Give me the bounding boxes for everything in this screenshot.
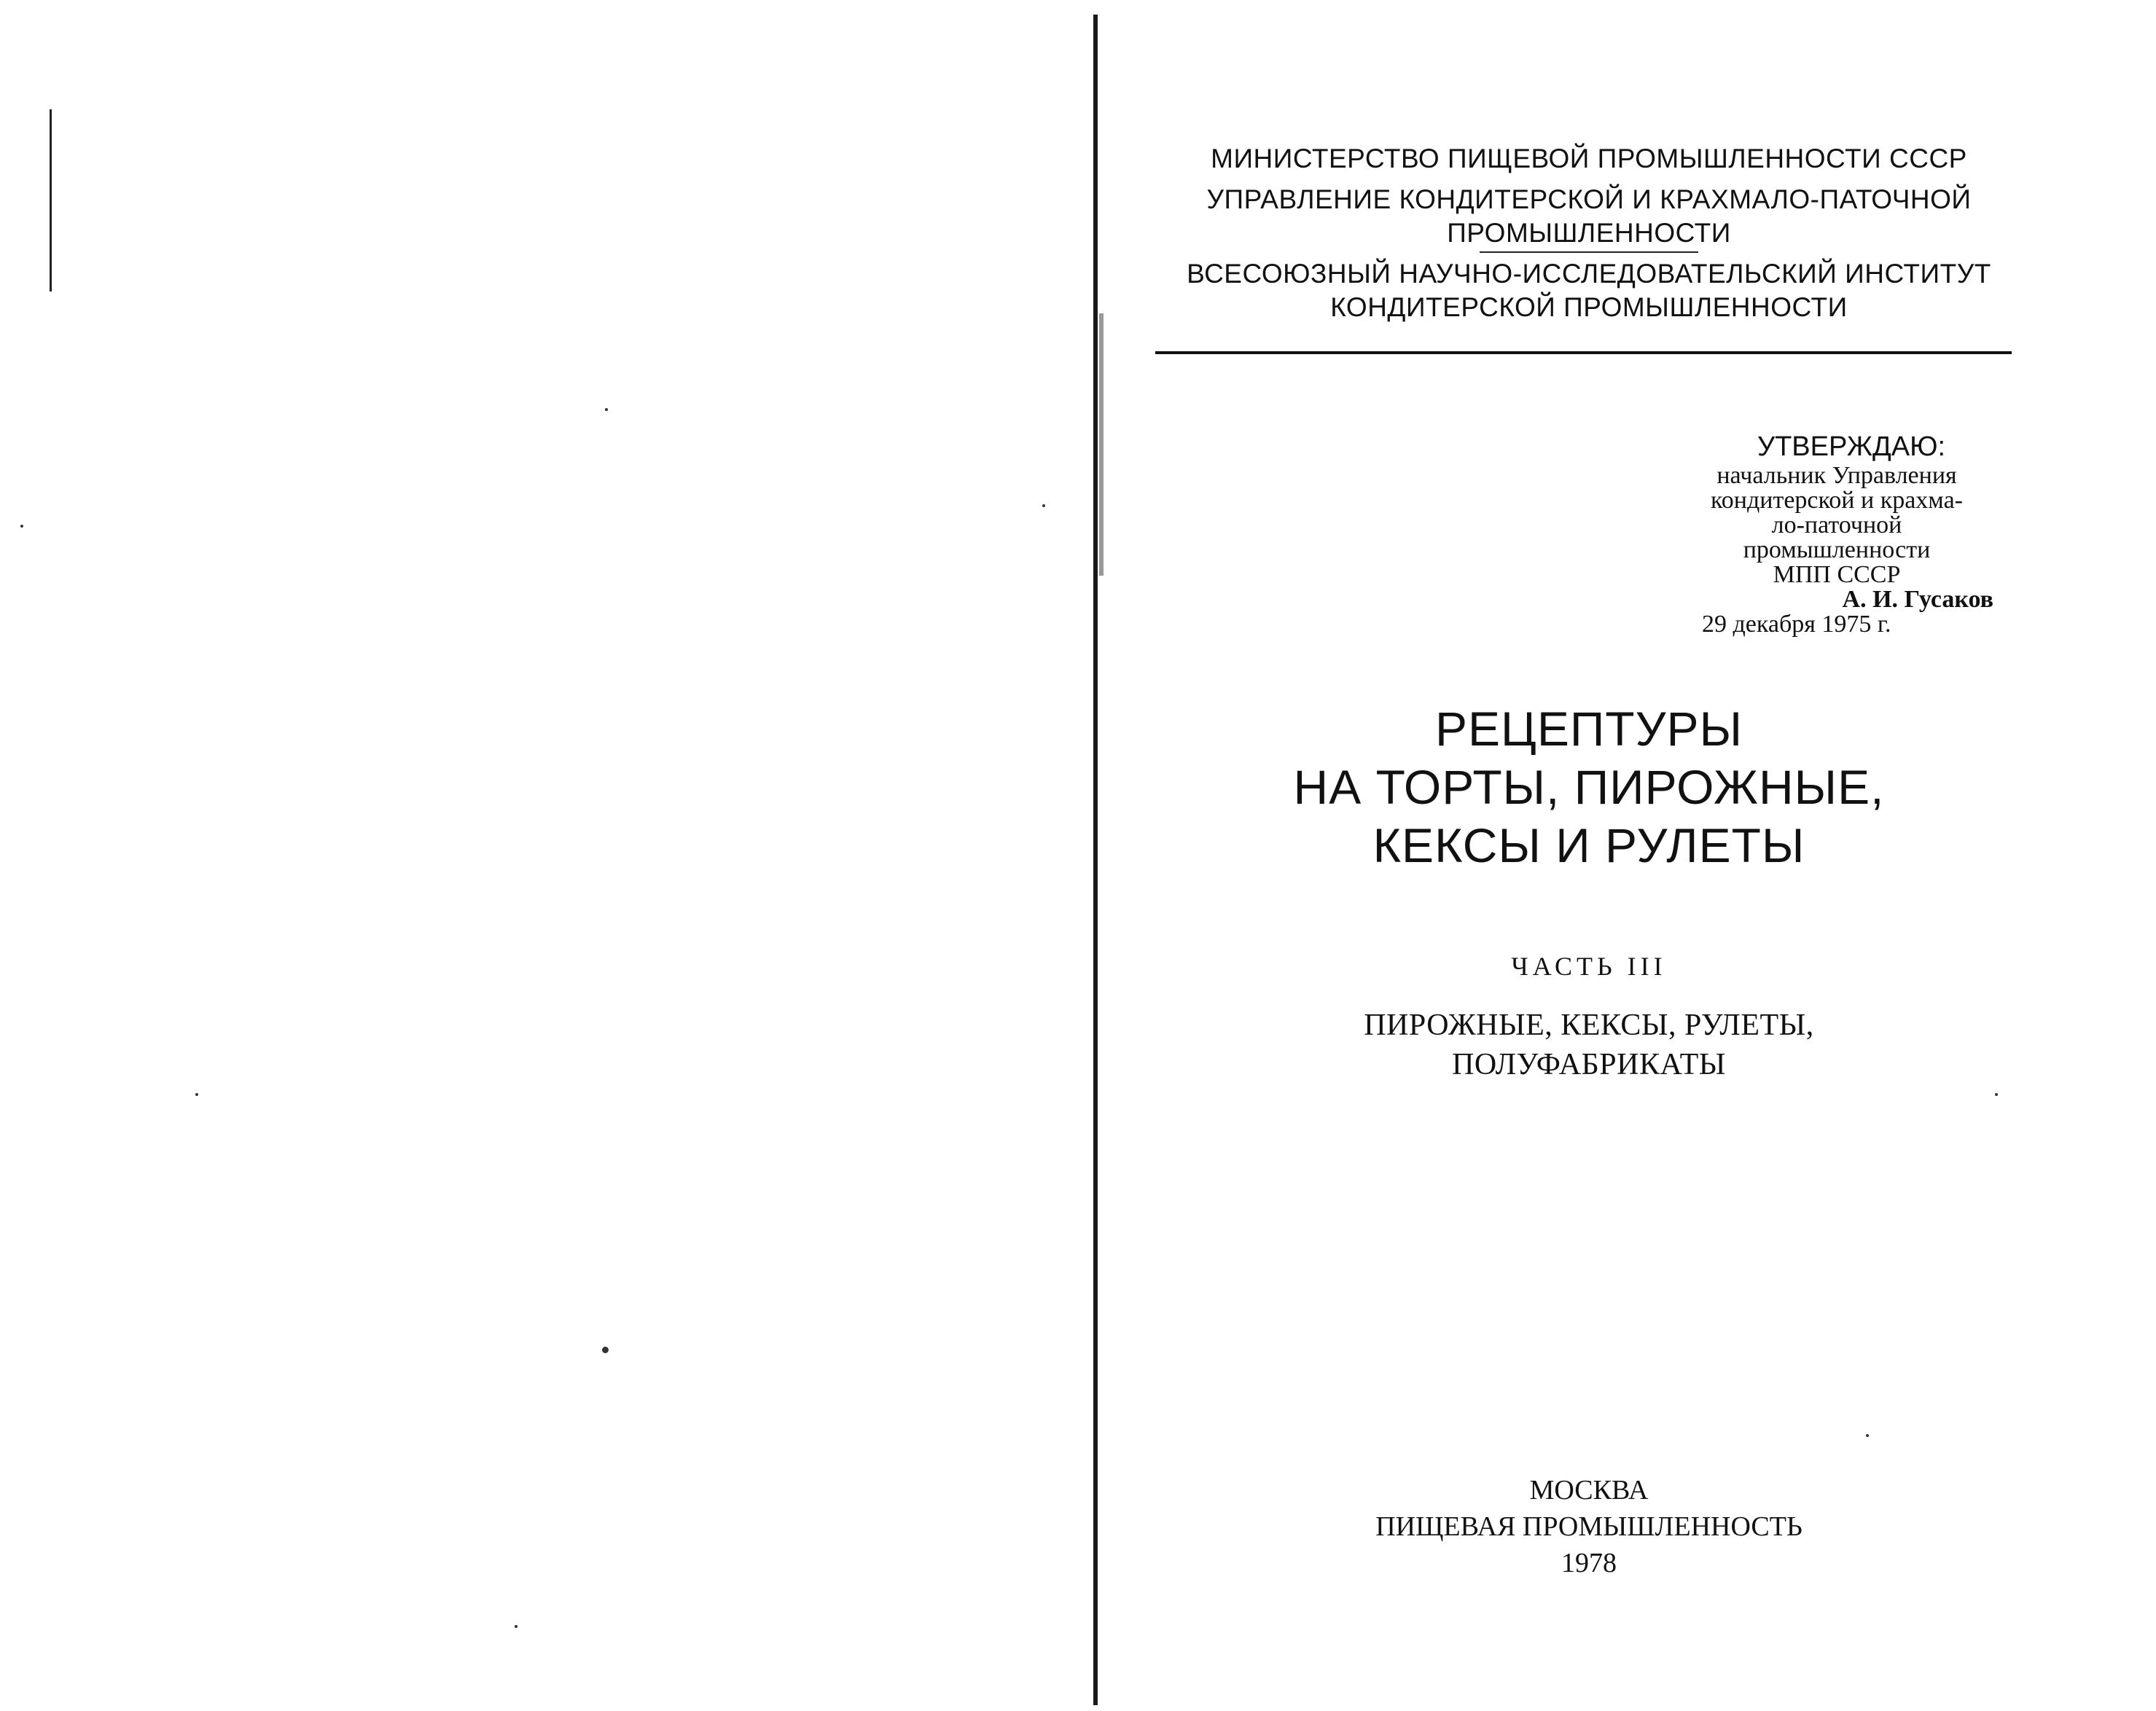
approval-line: кондитерской и крахма-	[1710, 487, 1963, 514]
scan-speck	[605, 408, 608, 411]
approval-line: МПП СССР	[1773, 561, 1901, 588]
header-rule	[1155, 351, 2012, 354]
imprint-city: МОСКВА	[1529, 1475, 1649, 1506]
scan-speck	[1995, 1093, 1998, 1096]
directorate-name-line2: ПРОМЫШЛЕННОСТИ	[1447, 218, 1731, 248]
institution-header	[1148, 142, 2030, 324]
approval-title: УТВЕРЖДАЮ:	[1757, 431, 1946, 462]
book-gutter	[1093, 15, 1098, 1705]
approval-line: ло-паточной	[1771, 512, 1902, 539]
page-edge-mark	[50, 109, 52, 291]
book-title-line1: РЕЦЕПТУРЫ	[1434, 702, 1743, 756]
institute-name-line1: ВСЕСОЮЗНЫЙ НАУЧНО-ИССЛЕДОВАТЕЛЬСКИЙ ИНСТИТУТ	[1187, 259, 1991, 289]
approval-line: промышленности	[1743, 536, 1931, 563]
part-label: ЧАСТЬ III	[1511, 952, 1667, 981]
part-subtitle-line2: ПОЛУФАБРИКАТЫ	[1452, 1048, 1726, 1081]
publisher-imprint	[1148, 1472, 2030, 1581]
divider	[1480, 251, 1698, 253]
scan-speck	[515, 1625, 517, 1628]
approval-signatory: А. И. Гусаков	[1842, 586, 1993, 613]
scan-speck	[20, 525, 23, 528]
imprint-year: 1978	[1561, 1548, 1617, 1578]
scan-speck	[1866, 1434, 1869, 1437]
gutter-shadow	[1099, 313, 1104, 576]
approval-line: начальник Управления	[1716, 462, 1957, 489]
institute-name-line2: КОНДИТЕРСКОЙ ПРОМЫШЛЕННОСТИ	[1330, 292, 1848, 322]
scan-speck	[602, 1347, 609, 1353]
title-page	[1104, 0, 2156, 1711]
ministry-name: МИНИСТЕРСТВО ПИЩЕВОЙ ПРОМЫШЛЕННОСТИ СССР	[1211, 144, 1967, 173]
book-title-line3: КЕКСЫ И РУЛЕТЫ	[1372, 818, 1805, 872]
scan-speck	[195, 1093, 198, 1096]
part-subtitle-line1: ПИРОЖНЫЕ, КЕКСЫ, РУЛЕТЫ,	[1364, 1009, 1814, 1042]
approval-date: 29 декабря 1975 г.	[1702, 611, 1891, 638]
directorate-name-line1: УПРАВЛЕНИЕ КОНДИТЕРСКОЙ И КРАХМАЛО-ПАТОЧНОЙ	[1206, 184, 1972, 214]
book-title	[1148, 700, 2030, 874]
scan-speck	[1042, 504, 1045, 507]
book-title-line2: НА ТОРТЫ, ПИРОЖНЫЕ,	[1293, 760, 1885, 814]
imprint-publisher: ПИЩЕВАЯ ПРОМЫШЛЕННОСТЬ	[1375, 1511, 1802, 1542]
part-subtitle	[1148, 1006, 2030, 1084]
approval-block	[1680, 430, 1993, 637]
